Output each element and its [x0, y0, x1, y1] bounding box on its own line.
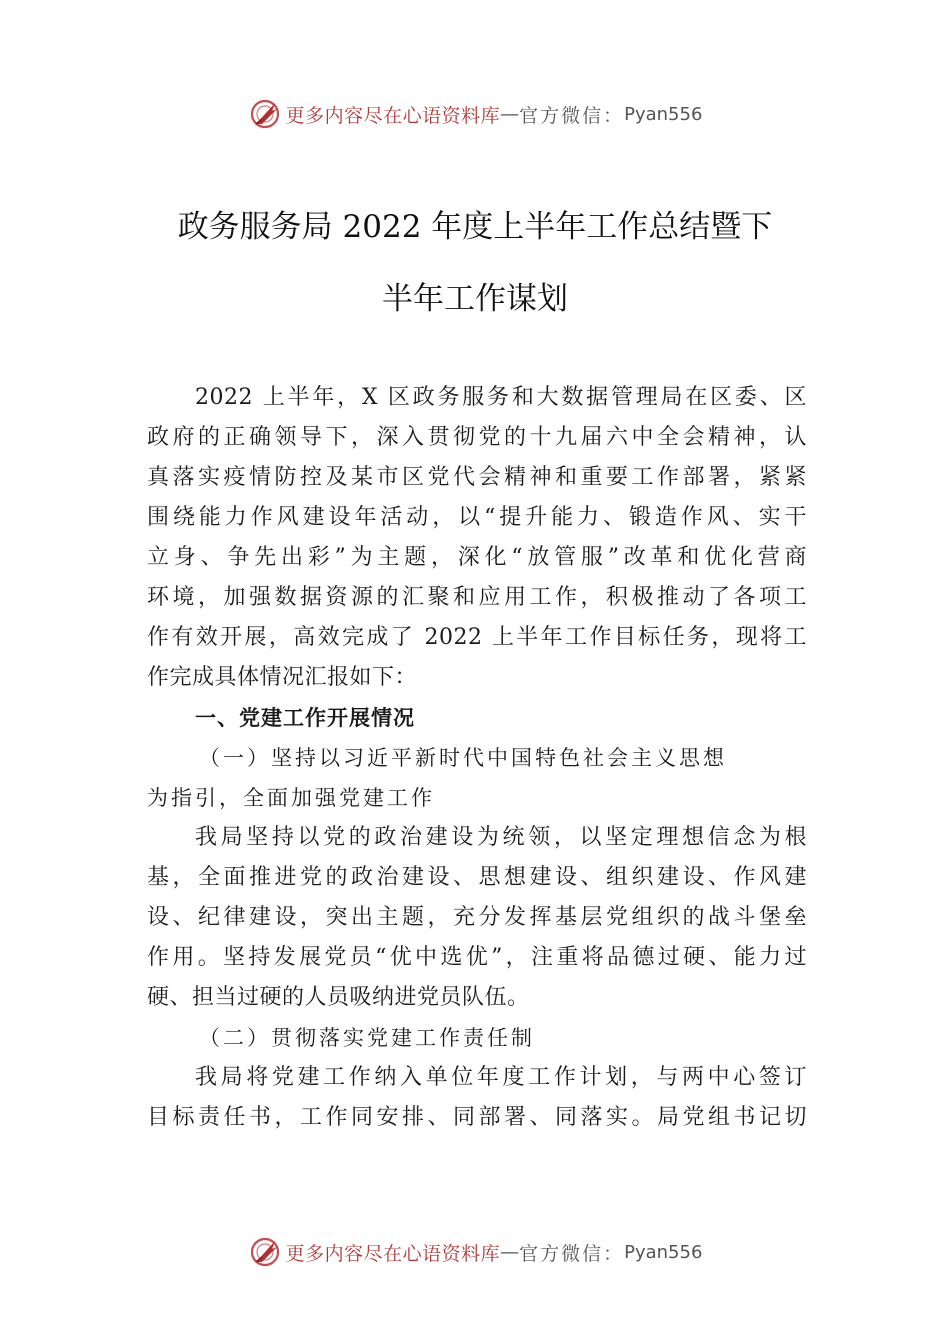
watermark-main-text: 更多内容尽在心语资料库	[285, 1242, 501, 1265]
intro-line: 作有效开展，高效完成了 2022 上半年工作目标任务，现将工	[147, 625, 807, 650]
subsection-2-heading: （二）贯彻落实党建工作责任制	[199, 1026, 535, 1050]
subsection-1-body-line: 作用。坚持发展党员“优中选优”，注重将品德过硬、能力过	[147, 945, 807, 970]
intro-line: 2022 上半年，X 区政务服务和大数据管理局在区委、区	[195, 385, 807, 410]
subsection-1-body-line: 我局坚持以党的政治建设为统领，以坚定理想信念为根	[195, 825, 807, 850]
quill-logo-icon	[248, 1235, 282, 1269]
watermark-header	[0, 94, 950, 134]
quill-logo-icon	[248, 97, 282, 131]
watermark-wechat-label: 官方微信：	[519, 1242, 625, 1265]
document-title-line-1: 政务服务局 2022 年度上半年工作总结暨下	[177, 209, 773, 245]
document-body	[147, 378, 807, 1138]
watermark-wechat-id: Pyan556	[624, 1241, 703, 1263]
subsection-1-heading: （一）坚持以习近平新时代中国特色社会主义思想	[199, 746, 727, 770]
subsection-1-body-line: 基，全面推进党的政治建设、思想建设、组织建设、作风建	[147, 865, 807, 890]
subsection-1-body-line: 设、纪律建设，突出主题，充分发挥基层党组织的战斗堡垒	[147, 905, 807, 930]
intro-line: 环境，加强数据资源的汇聚和应用工作，积极推动了各项工	[147, 585, 807, 610]
watermark-wechat-label: 官方微信：	[519, 104, 625, 127]
watermark-wechat-id: Pyan556	[624, 103, 703, 125]
subsection-2-body-line: 我局将党建工作纳入单位年度工作计划，与两中心签订	[195, 1065, 807, 1090]
intro-line: 政府的正确领导下，深入贯彻党的十九届六中全会精神，认	[147, 425, 807, 450]
document-title-line-2: 半年工作谋划	[382, 281, 568, 317]
watermark-footer	[0, 1232, 950, 1272]
subsection-1-body-line: 硬、担当过硬的人员吸纳进党员队伍。	[147, 985, 530, 1010]
watermark-separator: —	[500, 103, 520, 125]
intro-line: 作完成具体情况汇报如下：	[147, 665, 418, 690]
subsection-2-body-line: 目标责任书，工作同安排、同部署、同落实。局党组书记切	[147, 1105, 807, 1130]
intro-line: 立身、争先出彩”为主题，深化“放管服”改革和优化营商	[147, 545, 807, 570]
subsection-1-heading: 为指引，全面加强党建工作	[147, 786, 435, 810]
intro-line: 真落实疫情防控及某市区党代会精神和重要工作部署，紧紧	[147, 465, 807, 490]
watermark-main-text: 更多内容尽在心语资料库	[285, 104, 501, 127]
intro-line: 围绕能力作风建设年活动，以“提升能力、锻造作风、实干	[147, 505, 807, 530]
watermark-separator: —	[500, 1241, 520, 1263]
section-1-heading: 一、党建工作开展情况	[195, 706, 415, 730]
